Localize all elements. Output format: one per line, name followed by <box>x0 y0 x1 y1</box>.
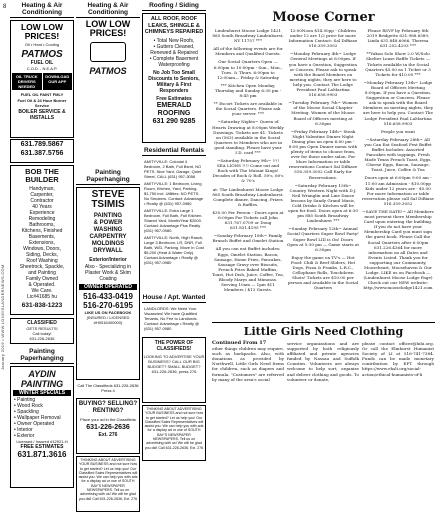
thinking-ad <box>76 456 140 512</box>
buying-ext: Ext. 276 <box>98 432 118 438</box>
call-classifieds <box>76 383 140 397</box>
article-paragraph: ~Sunday February 12th~ Annual Social Quarters Super Bowl Party! Super Bowl LIII is On! Doors Open at 5:30 pm — Game starts at 6:30pm <box>287 226 360 252</box>
little-girls-title: Little Girls Need Clothing <box>243 325 404 338</box>
builder-line-18: Lic#41685 hu <box>26 294 58 300</box>
tsimis-owner: OWNER OPERATED <box>79 284 137 290</box>
cover-ad <box>142 337 206 403</box>
house-wanted-listing <box>142 305 206 335</box>
classifieds-section <box>10 0 207 501</box>
patmos-name: PATMOS <box>21 49 63 60</box>
residential-listing-1: AMITYVILLE: Colonial 4 Bedroom, 2 Bath, Full Bsmt, NO PETS, Nice Yard, Garage, Quiet Street, CALL (631) 957-3056 <box>144 159 202 179</box>
little-girls-col-2: service organizations and are supported by both religiously affiliated and private agencies funded by Nassau and Suffolk Counties. Volunteers are always welcome to help sort, organize and deliver clothing and goods. To volunteer or donate, <box>287 341 359 382</box>
patmos-tag: FUEL OIL <box>30 60 54 66</box>
article-paragraph: Please RSVP by February 8th 2019 Bridgette 631.988.6589, Linda 631.848.6066, Theresa 631.252.4203 *** <box>366 28 430 49</box>
hvac-phone-2: 631.387.5756 <box>20 150 64 157</box>
aydin-name: AYDIN PAINTING <box>20 369 64 389</box>
article-paragraph: People you want <box>380 128 416 134</box>
builder-line-16: & Operated. <box>28 282 56 288</box>
patmos-ad <box>10 20 74 138</box>
article-paragraph: 12:00Noon $14.00pp - Children under 12 are 1/2 price for more Information Contact: Sal DiBiase 516.359.3052 <box>288 28 358 49</box>
patmos-cod: C.O.D. - N.E.A.P. <box>26 66 58 71</box>
cover-text: LOOKING TO ADVERTISE YOUR BUSINESS? CALL OUR BIG BUDGET? SMALL BUDGET? 631-226-2636, press 276 <box>143 354 205 374</box>
hvac2-header: Heating & Air Conditioning <box>76 0 140 18</box>
builder-line-9: Extensions, <box>29 240 55 246</box>
classified-title: CLASSIFIED <box>27 320 57 326</box>
aydin-bullets <box>11 397 73 439</box>
oil-truck-notice: OIL TRUCK DRIVERS NEEDED <box>12 73 42 90</box>
roofing-ad <box>142 13 206 143</box>
article-paragraph: at: The Lindenhurst Moose Lodge 885 South Broadway Lindenhurst. Complete dinner, Dancing, Prizes & Raffles. <box>212 186 284 207</box>
builder-line-7: Kitchens, Finished <box>21 228 63 234</box>
painting2-header: Painting Paperhanging <box>10 346 74 364</box>
residential-listings <box>142 158 206 290</box>
service-line: Fuel Oil & 24 Hour Burner Service <box>17 98 67 108</box>
builder-line-8: Basements, <box>28 234 56 240</box>
builder-line-15: Family Owned <box>26 276 58 282</box>
tsimis-ad <box>76 187 140 380</box>
article-paragraph: **Yukon Solo Show 2.0 W/Solo Shelter Lease Raffle Tickets — Tickets available in the Social Quarters $5.00 ea 1 Ticket or 3 Tickets for $10.00 *** <box>365 51 431 77</box>
builder-line-14: and Painting <box>28 270 56 276</box>
article-paragraph: ~Tuesday February 7th~ Women of the Moose Social Chapter Meeting. Women of the Moose Board of Officers meeting at 6:30pm <box>288 100 358 126</box>
builder-phone-box <box>10 139 74 163</box>
residential-listing-2: AMITYVILLE: 1 Bedroom, Living Room, Kitchen, Yard, Parking. $1,750 incl. Utilities. NO PETS. No Smokers. Contact: Advantage • Realty @ (631) 957-0980 <box>144 181 204 206</box>
thinking-ad-2 <box>142 405 206 461</box>
article-paragraph: ~Friday February 14th~ Steak Night Valentine Dinner Night Dining plus an open 6:00 pm - 8:00 pm Open Dinner menu with plenty of items to choose from, over for those under salon. For More Information or table reservations Contact Sal DiBiase 516.359.3052 Call Early for Reservations. <box>288 128 358 180</box>
roofing-header: Roofing / Siding <box>142 0 206 11</box>
aydin-bullet-2: • Spackling <box>14 409 39 415</box>
article-paragraph: ~Monday February 4th~ Lodge General Meetings at 8:00pm. If you have a Question, Suggestion or Concern, Please ask to speak with the Board Members on meeting nights, they are here to help you. Contact The Lodge President Paul LaMartina 516.658.9903 <box>288 51 357 98</box>
truck-icon <box>90 42 126 62</box>
article-paragraph: $35.00 Per Person - Doors open at 6:00pm For Tickets call John 631.767.0709 or Doug 631.831.4195 *** <box>212 209 284 231</box>
tsimis-services <box>77 213 139 255</box>
moose-corner-article <box>212 0 435 480</box>
tsimis-like: LIKE US ON FACEBOOK <box>84 310 132 315</box>
article-paragraph: Enjoy the game on TV's — Hot Food: Chili & Beef Sliders, Hot Dogs, Pizza & Franks, L.R.C., Cellophane Rolls, Touchdown Shots! Tickets are $10.00 per person and available in the Social Quarters <box>287 254 359 291</box>
aydin-ad <box>10 366 74 488</box>
article-paragraph: ~SAVE THE DATE!~ All Members must present there Membership Card upon entering the building. If you do not have your Membership Card you must sign the guest book. Please Call the Social Quarters after 6:00pm 631.226.4364 for more information on all Dates and Events Listed. Thank you for supporting our Community, Mooseheart, Moosehaven & Our Lodge. LIKE us on Facebook — (Lindenhurst Moose Lodge Page) Check out our NEW website: http://www.mooselodge1421.com <box>362 209 434 291</box>
fuel-line: FUEL OIL PAINT FMLY <box>20 92 64 97</box>
builder-ad <box>10 165 74 315</box>
article-paragraph: ~Saturday February 9th~ !!!! SEA LIONS !!!! Come out and Rock with The Mutant Kings! Decades of Rock & Roll. 50's, 60's & 70's <box>212 158 284 184</box>
page-number: 8 <box>3 4 7 10</box>
builder-title: BOB THE BUILDER <box>25 167 59 184</box>
patmos-name-2: PATMOS <box>89 66 127 76</box>
article-paragraph: All you can eat Buffet includes: Eggs, Omelet Station, Bacon, Sausage, Home Fries, Pancakes, Sausage Gravy over Biscuits, French Fries Baked Muffins, Toast, Hot Dish, Juice, Coffee, Tea, Bloody Marys and Mimosas. Serving 10am — 1pm $11 Members / $13 Guests. <box>212 246 285 293</box>
tsimis-phone-1: 516-433-0419 <box>83 292 133 301</box>
builder-line-12: Roof Washing <box>26 258 58 264</box>
buying-headline: BUYING? SELLING? RENTING? <box>78 401 138 414</box>
aydin-insured: Licensed / Insured #12921-H <box>16 439 68 444</box>
article-paragraph: *** Kitchen Open Monday, Thursday and Sunday 6:30 pm - 8:45 pm <box>214 82 282 99</box>
article-paragraph: ~Monday February 13th~ Lodge Board of Officers Meeting 8:00pm. If you have a Question, Suggestion or Concern, Please ask to speak with the Board Members on meeting nights, they are here to help you. Contact The Lodge President Paul LaMartina 516.658.9903 <box>362 79 434 126</box>
tsimis-service-5: DRYWALL <box>93 248 123 254</box>
tsimis-service-1: & POWER <box>93 220 123 226</box>
aydin-bullet-4: • Owner Operated <box>14 421 55 427</box>
oil-tag: Oil • Heat • Cooling <box>24 42 60 47</box>
article-paragraph: Doors open at 6:00pm 9:00 am - 11:00 am Admission - $10.00pp Kids under 12 years are - $5.00 For more Information or table reservation please call Sal DiBiase 516.359.3052 <box>362 175 434 206</box>
roof-bullet-1: • Gutters Cleaned, Renewed & Repaired <box>150 43 198 56</box>
builder-line-11: Siding, Decks, <box>26 252 58 258</box>
boiler-line: BOILER SERVICE & INSTALLS <box>18 109 66 121</box>
tsimis-service-3: CARPENTRY <box>89 234 127 240</box>
article-paragraph: ** Escort Tickets are available in the Social Quarters. Please ask your server. *** <box>213 101 283 117</box>
house-wanted-text: LANDLORDS: We Need Your Vacancies! We have Qualified Tenants, No Fee to Landlords. Contact: Advantage • Realty @ (631) 957-0980 <box>144 306 200 331</box>
aydin-bullet-6: • Exterior <box>14 433 35 439</box>
residential-listing-4: AMITYVILLE: North, High Ranch, Large 3 Bedroom, LR, DNR, Full Bath, W/D, Parking. Move In Cost $5,200 (Heat & Water Only). Contact Advantage • Realty @ (631) 957-0980 <box>144 235 204 265</box>
buying-ad <box>76 398 140 454</box>
classified-column-2 <box>76 0 140 512</box>
roof-bullet-2: • Complete Basement Waterproofing <box>149 55 199 68</box>
side-url: January 2019 • WWW.LONGISLANDERNEWS.COM <box>0 264 5 370</box>
article-paragraph: ~Saturday February 15th~ Country Western Night with D.J. Neil Wranglin and Line Dance lessons by Sandy Grand Music, Cold Drinks & Kitchen will be open for food. Doors open at 6:30 pm 885 South Broadway Lindenhurst *** <box>288 182 358 224</box>
aydin-bullet-3: • Wallpaper Removal <box>14 415 61 421</box>
aydin-estimate: FREE ESTIMATES <box>20 444 64 450</box>
article-paragraph: ~Saturday Nights~ Queen of Hearts Drawing at 8:00pm Weekly Drawings. Tickets are $1. Tickets on (563) available in the Social Quarters to Members who are in good standing. Please have your I.D. card *** <box>212 119 284 155</box>
article-paragraph: Lindenhurst Moose Lodge 1421 885 South Broadway Lindenhurst, NY 11757 *** <box>212 28 284 44</box>
little-girls-col-1 <box>212 341 284 382</box>
aydin-bullet-0: • Painting <box>14 397 36 403</box>
article-column-1 <box>212 28 284 295</box>
call-classifieds-text: Call The Classifieds 631-226-2636 Press 4 <box>77 383 139 393</box>
low-prices-2: LOW LOW PRICES! <box>85 20 131 38</box>
power-classifieds: THE POWER OF CLASSIFIEDS! <box>154 340 194 352</box>
tsimis-also: Also - Specializing in Plaster Work & Skim Coating <box>84 264 132 282</box>
roof-nojob: No Job Too Small Discounts to Seniors, Military & First Responders <box>148 69 200 94</box>
residential-listing-3: AMITYVILLE: Extra Large 1 Bedroom, Full Bath, Full Kitchen. Shared Yard. Month/Year $2000. Contact: Advantage Plus Realty (631) 957-0980. <box>144 208 203 233</box>
builder-line-2: Contractor <box>30 198 54 204</box>
house-wanted-header: House / Apt. Wanted <box>142 294 206 301</box>
buying-place: Place your ad in the Classifieds <box>80 417 136 422</box>
article-paragraph: ~Sunday February 10th~ Family Brunch Buffet and Omelet Station <box>212 233 284 244</box>
aydin-bullet-1: • Wood Rock <box>14 403 43 409</box>
residential-header: Residential Rentals <box>142 145 206 156</box>
little-girls-col-3: please contact officer@lnhi.org. Or call the Elmhurst Humanist Society of LI at 516-741-7384. Funds can be made monetary contribution by EFT through https://www.ehsli.org/social-action/ethical-humanists-of-li <box>362 341 434 377</box>
roof-headline: ALL ROOF, ROOF LEAKS, SHINGLE & CHIMNEYS REPAIRED <box>144 16 204 35</box>
builder-line-17: We Care. <box>31 288 53 294</box>
article-column-3 <box>362 28 434 294</box>
aydin-phone: 631.871.3616 <box>17 450 67 459</box>
tsimis-service-2: WASHING <box>93 227 123 233</box>
thinking-text: THINKING ABOUT ADVERTISING YOUR BUSINESS and not sure how to get started? Let us help you! Our Classified Sales Representatives will assist you. We can help you with ads for a display ad or use of SOUTH BAY'S NEWSPAPER NEWSPAPERS. Tell us on advertising with us! We will be glad you did! Call 631-226-2636, Ext. 276 <box>78 458 138 501</box>
thinking-text-2: THINKING ABOUT ADVERTISING YOUR BUSINESS and not sure how to get started? Let us help you! Our Classified Sales Representatives will assist you. We can help you with ads for a display ad or use of SOUTH BAY'S NEWSPAPER NEWSPAPERS. Tell us on advertising with us! We will be glad you did! Call 631-226-2636, Ext. 276 <box>144 407 204 450</box>
classified-line-3: 631-226-2636 <box>29 336 55 341</box>
article-divider <box>212 322 435 323</box>
tsimis-phone-2: 516-270-6195 <box>83 301 133 310</box>
article-paragraph: All of the following events are for Members and Qualified Guests. <box>213 46 283 57</box>
builder-line-3: 40 Years <box>32 204 52 210</box>
builder-line-6: Bathrooms, <box>29 222 55 228</box>
tsimis-service-0: PAINTING <box>93 213 123 219</box>
tsimis-service-4: MOLDINGS <box>91 241 125 247</box>
winter-specials: WINTER SPECIALS <box>13 390 71 396</box>
tsimis-interior: Exterior/Interior <box>89 257 127 263</box>
classified-column-1 <box>10 0 74 488</box>
builder-lines <box>11 186 73 300</box>
article-column-2 <box>287 28 359 294</box>
roof-free: Free Estimates <box>156 95 192 102</box>
low-prices-headline: LOW LOW PRICES! <box>20 22 63 41</box>
roof-company: EMERALD ROOFING <box>156 101 192 117</box>
article-paragraph: Our Social Quarters Open — 6:00pm to 10:00pm - Sun., Mon., Tues. & Thurs. 6:00pm to 12:00am— Friday & Saturday <box>213 59 283 80</box>
builder-line-0: Handyman, <box>29 186 55 192</box>
builder-line-13: Sheetrock, Spackle, <box>19 264 65 270</box>
painting-header: Painting Paperhanging <box>76 167 140 185</box>
buying-phone: 631-226-2636 <box>86 424 130 431</box>
little-girls-text-1: other things children may require, such as backpacks. Also, with donations as provided by Northwell, Little Girls Need Items for children, such as diapers and formula. "Customers" are referred by many of the area's social <box>212 346 284 382</box>
builder-line-4: Experience <box>29 210 55 216</box>
hvac-ad-2 <box>76 20 140 165</box>
article-title: Moose Corner <box>272 10 375 25</box>
hvac-header: Heating & Air Conditioning <box>10 0 74 18</box>
continued-label: Continued From 17 <box>212 340 267 346</box>
hvac-phone-1: 631.789.5867 <box>20 141 64 148</box>
tsimis-name: STEVE TSIMIS <box>91 189 125 210</box>
aydin-bullet-5: • Interior <box>14 427 33 433</box>
classified-results-box <box>10 318 74 344</box>
roof-bullet-0: • Total New Roofs, <box>153 37 195 44</box>
article-paragraph: ~Saturday February 28th~ All you Can Eat Seafood Fest Buffet Buffet Includes: Assorted Pancakes with toppings, Fresh Made Texas French Toast, Eggs, Cheese Eggs, Bacon, Sausage, Toast, Juice, Coffee & Tea <box>364 136 432 173</box>
builder-line-10: Windows, Doors, <box>23 246 61 252</box>
classified-line-1: GETS RESULTS! <box>26 326 58 331</box>
classified-line-2: Call today! <box>32 331 52 336</box>
roof-bullets <box>143 38 205 68</box>
download-app-notice: DOWNLOAD OUR APP <box>43 73 73 90</box>
builder-line-5: Remodeling <box>28 216 56 222</box>
tsimis-insured: (INSURED / LICENSED #H0016400000) <box>86 315 130 325</box>
classified-column-3 <box>142 0 206 461</box>
builder-phone: 631-838-1223 <box>21 302 63 309</box>
roof-phone: 631 290 9285 <box>152 117 196 125</box>
builder-line-1: Carpenter, <box>30 192 54 198</box>
